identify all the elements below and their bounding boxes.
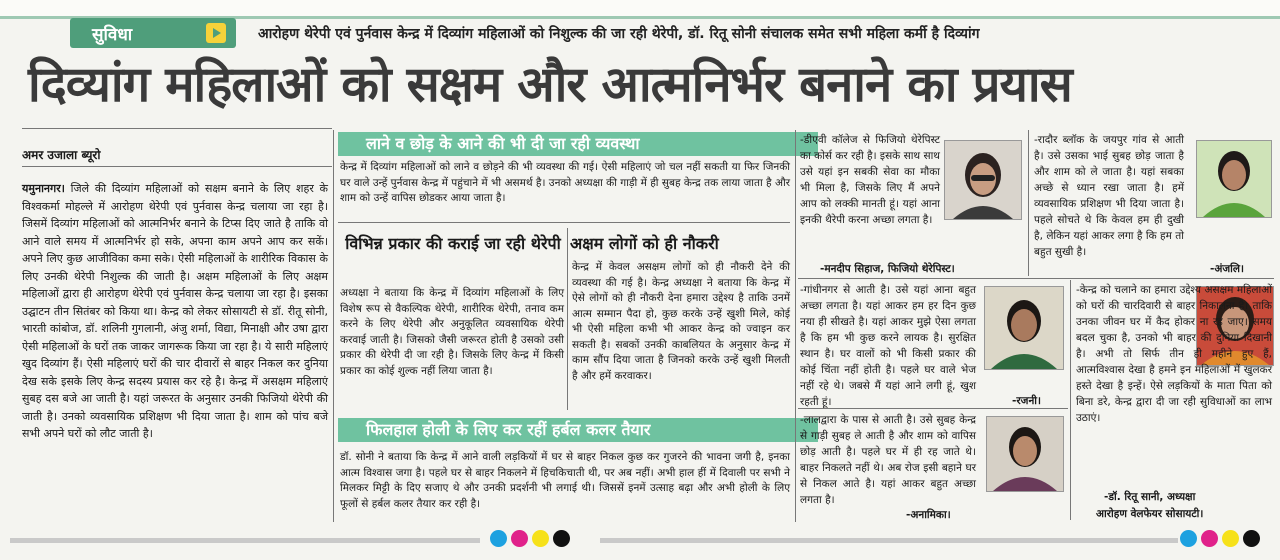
top-strip [0, 0, 1280, 19]
magenta-dot [511, 530, 528, 547]
column-divider [567, 228, 568, 410]
box-heading-therapy: विभिन्न प्रकार की कराई जा रही थेरेपी [345, 234, 561, 253]
quote-signature: -अंजलि। [1210, 263, 1244, 275]
play-icon [206, 23, 226, 43]
black-dot [553, 530, 570, 547]
column-divider [1070, 280, 1071, 520]
quote-signature-org: आरोहण वेलफेयर सोसायटी। [1096, 508, 1204, 520]
quote-anjali: -रादौर ब्लॉक के जयपुर गांव से आती है। उसे उसका भाई सुबह छोड़ जाता है और शाम को ले जाता है। यहां सबका अच्छे से ध्यान रखा जाता है। हमें व्यवसायिक प्रशिक्षण भी दिया जाता है। पहले सोचते थे कि केवल हम ही दुखी है, लेकिन यहां आकर लगा है कि हम तो बहुत सुखी है। [1034, 134, 1184, 258]
headline: दिव्यांग महिलाओं को सक्षम और आत्मनिर्भर बनाने का प्रयास [28, 56, 1072, 113]
quote-ritu-soni: -केन्द्र को चलाने का हमारा उद्देश्य असक्षम महिलाओं को घरों की चारदिवारी से बाहर निकालना है। ताकि उनका जीवन घर में कैद होकर ना रह जाए। समय बदल चुका है, उनको भी बाहर की दुनिया दिखानी है। अभी तो सिर्फ तीन ही महीने हुए हैं, आत्मविश्वास देखा है हमने इन महिलाओं में खुलकर हस्ते देखा है इन्हें। ऐसे लड़कियों के माता पिता को बिना डरे, केन्द्र द्वारा दी जा रही सुविधाओं का लाभ उठाएं। [1076, 284, 1272, 424]
magenta-dot [1201, 530, 1218, 547]
quote-mandeep: -डीएवी कॉलेज से फिजियो थेरेपिस्ट का कोर्स कर रही है। इसके साथ साथ उसे यहां इन सबकी सेवा का मौका भी मिला है, जिसके लिए मैं अपने आप को लक्की मानती हूं। यहां आना इनकी थैरेपी करना अच्छा लगता है। [800, 134, 940, 226]
yellow-dot [1222, 530, 1239, 547]
yellow-dot [532, 530, 549, 547]
bottom-strip [10, 538, 480, 543]
registration-marks [1180, 530, 1264, 551]
column-divider [333, 130, 334, 522]
portrait-photo [986, 416, 1064, 492]
quote-anamika: -लालद्वारा के पास से आती है। उसे सुबह केन्द्र से गाड़ी सुबह ले आती है और शाम को वापिस छोड़ आती है। पहले घर में ही रह जाते थे। बाहर निकलते नहीं थे। अब रोज इसी बहाने घर से निकल आते है। यहां आकर बहुत अच्छा लगता है। [800, 414, 976, 506]
divider [338, 222, 790, 223]
divider [798, 278, 1274, 279]
section-heading-holi: फिलहाल होली के लिए कर रहीं हर्बल कलर तैयार [338, 418, 818, 442]
column-divider [1028, 130, 1029, 276]
portrait-photo [984, 286, 1064, 370]
divider [798, 408, 1068, 409]
registration-marks [490, 530, 574, 551]
bottom-strip [600, 538, 1178, 543]
section-text-holi: डॉ. सोनी ने बताया कि केन्द्र में आने वाली लड़कियों में घर से बाहर निकल कुछ कर गुजरने की भावना जगी है, इनका आत्म विश्वास जगा है। पहले घर से बाहर निकलने में हिचकिचाती थी, पर अब नहीं। अभी हाल हीं में दिवाली पर सभी ने मिलकर मिट्टी के दिए सजाए थे और उनकी प्रदर्शनी भी लगाई थी। जिससें इनमें उत्साह बढ़ा और अभी होली के लिए फूलों से हर्बल कलर तैयार कर रही है। [340, 451, 790, 510]
dateline: यमुनानगर। [22, 182, 65, 195]
portrait-photo [1196, 140, 1272, 218]
box-text-therapy: अध्यक्षा ने बताया कि केन्द्र में दिव्यांग महिलाओं के लिए विशेष रूप से वैकल्पिक थेरेपी, शारीरिक थेरेपी, तनाव कम करने के लिए थेरेपी और अनुकूलित व्यवसायिक थेरेपी करवाई जाती है। जिसको जैसी जरूरत होती है उसको उसी प्रकार की थेरेपी दी जा रही है। जिसके लिए केन्द्र में किसी प्रकार का कोई शुल्क नहीं लिया जाता है। [340, 287, 564, 377]
section-tag [70, 18, 236, 48]
byline: अमर उजाला ब्यूरो [22, 148, 101, 162]
cyan-dot [490, 530, 507, 547]
box-heading-jobs: अक्षम लोगों को ही नौकरी [570, 234, 719, 253]
box-text-jobs: केन्द्र में केवल असक्षम लोगों को ही नौकरी देने की व्यवस्था की गई है। केन्द्र अध्यक्षा ने बताया कि केन्द्र में ऐसे लोगों को ही नौकरी देना हमारा उद्देश्य है ताकि उनमें आत्म सम्मान पैदा हो, कुछ करके उन्हें खुशी मिले, कोई भी ऐसी महिला कभी भी आकर केन्द्र को ज्वाइन कर सकती है। सबकों उनकी काबलियत के अनुसार केन्द्र में काम सौंप दिया जाता है जिनको करके उन्हें खुशी मिलती है और हमें करवाकर। [572, 261, 790, 382]
quote-rajni: -गांधीनगर से आती है। उसे यहां आना बहुत अच्छा लगता है। यहां आकर हम हर दिन कुछ नया ही सीखते है। यहां आकर मुझे ऐसा लगता है कि हम भी कुछ करने लायक है। सुरक्षित स्थान है। घर वालों को भी किसी प्रकार की कोई चिंता नहीं होती है। पहले घर वाले भेज नहीं रहे थे। जबसे मैं यहां आने लगी हूं, खुश रहती हूं। [800, 284, 976, 408]
cyan-dot [1180, 530, 1197, 547]
quote-signature: -रजनी। [1012, 395, 1041, 407]
section-tag-label: सुविधा [92, 25, 133, 45]
quote-signature: -डॉ. रितू सानी, अध्यक्षा [1104, 491, 1196, 503]
quote-signature: -मनदीप सिहाज, फिजियो थेरेपिस्ट। [820, 263, 955, 275]
column-divider [795, 130, 796, 522]
divider [22, 128, 332, 129]
black-dot [1243, 530, 1260, 547]
divider [22, 166, 332, 167]
strapline: आरोहण थेरेपी एवं पुर्नवास केन्द्र में दिव्यांग महिलाओं को निशुल्क की जा रही थेरेपी, डॉ. रितू सोनी संचालक समेत सभी महिला कर्मी है दिव्यांग [258, 26, 980, 42]
main-article [22, 180, 328, 443]
quote-signature: -अनामिका। [906, 509, 951, 521]
main-article-text: जिले की दिव्यांग महिलाओं को सक्षम बनाने के लिए शहर के विश्वकर्मा मोहल्ले में आरोहण थेरेपी एवं पुर्नवास केन्द्र चलाया जा रहा है। जिसमें दिव्यांग महिलाओं को आत्मनिर्भर बनाने के टिप्स दिए जाते है ताकि वो आने वाले समय में आत्मनिर्भर हो सके, अपना काम अपने आप कर सकें। अपने लिए कुछ आजीविका कमा सके। ऐसी महिलाओं के शारीरिक विकास के लिए उनकी थेरेपी निशुल्क की जाती है। अक्षम महिलाओं के लिए अक्षम महिलाओं द्वारा ही आरोहण थेरेपी एवं पुर्नवास केन्द्र चलाया जा रहा है। इसका उद्घाटन तीन सितंबर को किया था। केन्द्र को लेकर सोसायटी से डॉ. रीतू सोनी, भारती कांबोज, डॉ. शलिनी गुगलानी, अंजु शर्मा, विद्या, मिनाक्षी और उषा द्वारा ऐसी महिलाओं के घरों तक जाकर जागरूक किया जा रहा है। ये सारी महिलाएं खुद दिव्यांग हैं। ऐसी महिलाएं घरों की चार दीवारों से बाहर निकल कर दुनिया देख सके इसके लिए केन्द्र सदस्य प्रयास कर रहे है। केन्द्र में असक्षम महिलाएं सुबह दस बजे आ जाती है। यहां जरूरत के अनुसार उनकी फिजियो थेरेपी की जाती है। उनको व्यवसायिक प्रशिक्षण भी दिया जाता है। शाम को पांच बजे सभी अपने घरों को लौट जाती है। [22, 182, 328, 440]
section-text-transport: केन्द्र में दिव्यांग महिलाओं को लाने व छोड़ने की भी व्यवस्था की गई। ऐसी महिलाएं जो चल नहीं सकती या फिर जिनकी घर वाले उन्हें पुर्नवास केन्द्र में पहुंचाने में भी असमर्थ है। उनको अध्यक्षा की गाड़ी में ही सुबह केन्द्र तक लाया जाता है और शाम को उन्हें वापिस छोडकर आया जाता है। [340, 161, 790, 204]
section-heading-transport: लाने व छोड़ के आने की भी दी जा रही व्यवस्था [338, 132, 818, 156]
portrait-photo [944, 140, 1022, 220]
